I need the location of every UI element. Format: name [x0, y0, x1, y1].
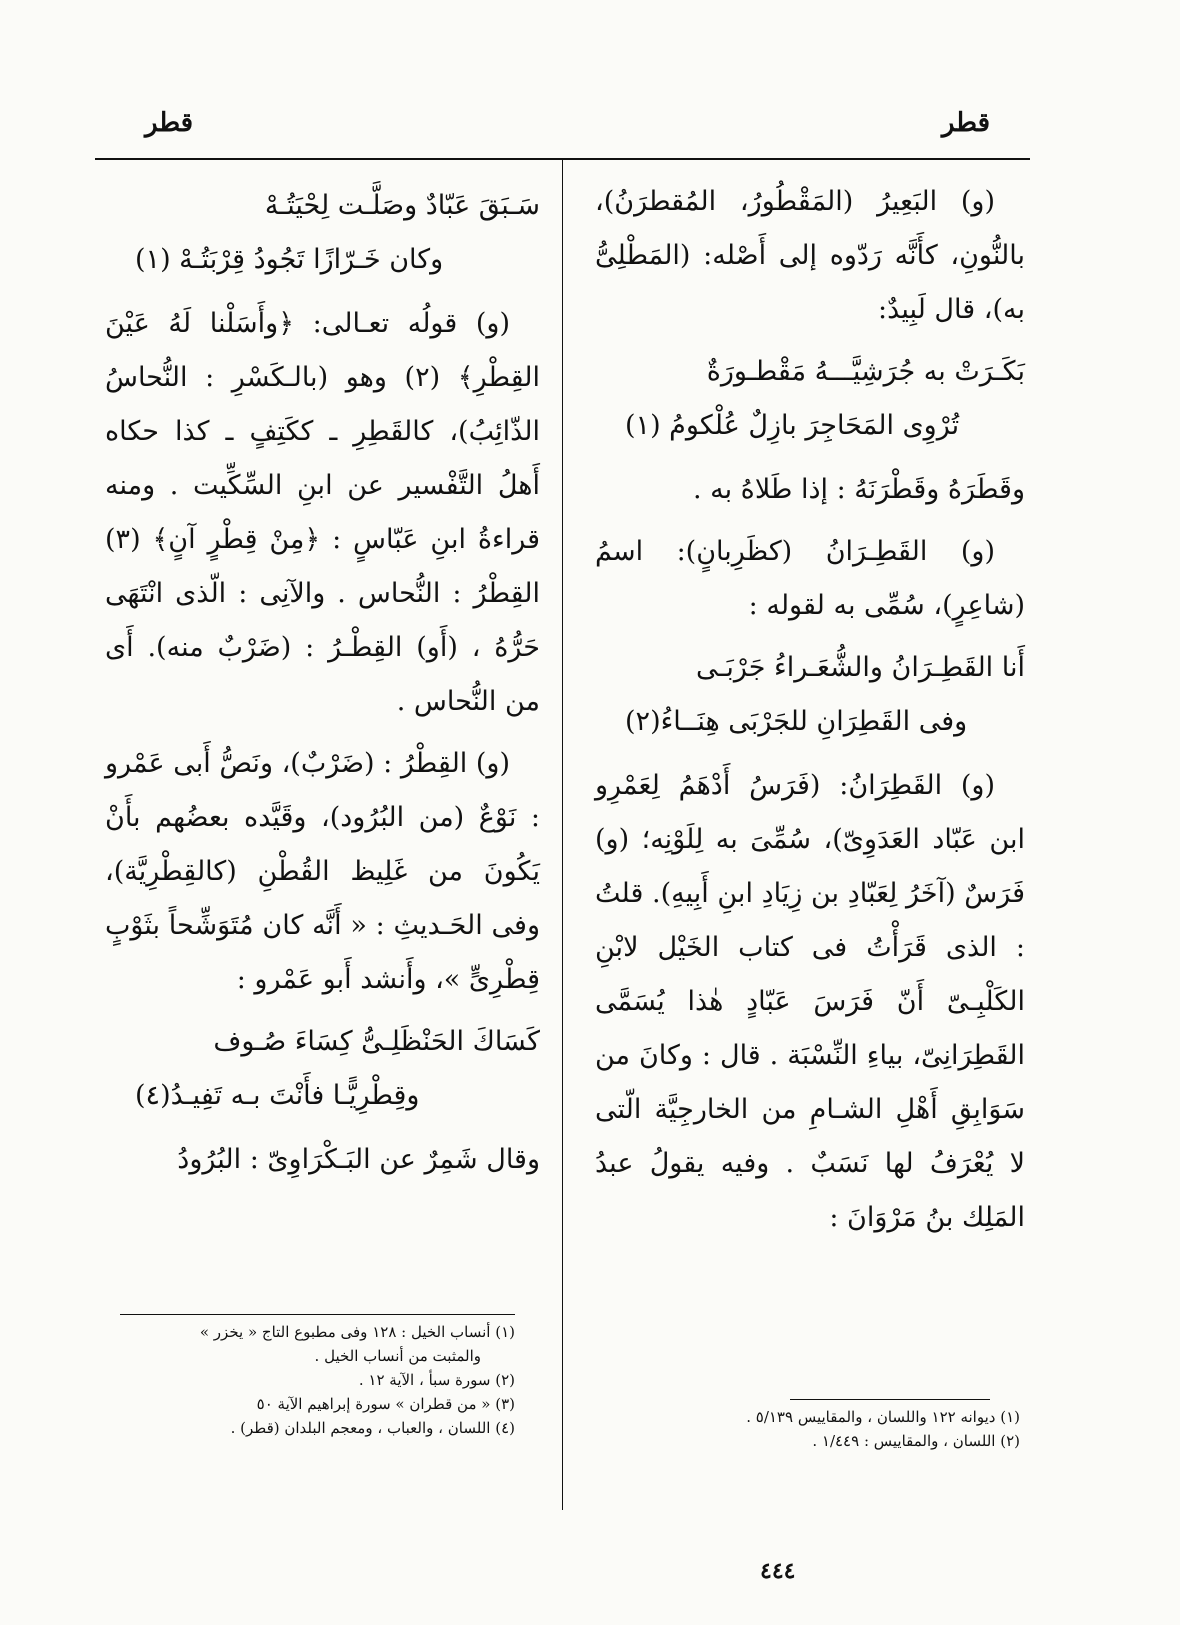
footnote: والمثبت من أنساب الخيل . [314, 1347, 481, 1365]
verse [595, 345, 1025, 453]
footnote: (٢) اللسان ، والمقاييس : ١/٤٤٩ . [812, 1432, 1020, 1450]
verse [105, 179, 540, 287]
verse-line: وكان خَـرّازًا تَجُودُ قِرْبَتُـهْ (١) [135, 244, 444, 275]
left-column [105, 175, 540, 1195]
paragraph: (و) البَعِيرُ (المَقْطُورُ، المُقطرَنُ)، بالنُّونِ، كأَنَّه رَدّوه إلى أَصْله: (المَطْلِىُّ به)، قال لَبِيدٌ: [595, 186, 1025, 325]
footnote: (١) ديوانه ١٢٢ واللسان ، والمقاييس ٥/١٣٩ . [746, 1408, 1020, 1426]
page-number: ٤٤٤ [760, 1558, 796, 1584]
footnote-separator [790, 1399, 990, 1400]
paragraph: (و) القِطْرُ : (ضَرْبٌ)، ونَصُّ أَبى عَمْرو : نَوْعٌ (من البُرُود)، وقَيَّده بعضُهم بأَنْ يَكُونَ من غَلِيظ القُطْنِ (كالقِطْرِيَّة)، وفى الحَـديثِ : « أَنَّه كان مُتَوَشِّحاً بثَوْبٍ قِطْرِىٍّ »، وأَنشد أَبو عَمْرو : [105, 748, 540, 995]
footnotes-right [590, 1405, 1020, 1453]
paragraph: (و) القَطِـرَانُ (كظَرِبانٍ): اسمُ (شاعِرٍ)، سُمِّى به لقوله : [595, 536, 1025, 621]
verse-line: سَـبَقَ عَبّادٌ وصَلَّـت لِحْيَتُـهْ [264, 190, 540, 221]
footnote-separator [120, 1314, 515, 1315]
verse-line: بَكَـرَتْ به جُرَشِيَّـــهُ مَقْطـورَةٌ [706, 356, 1025, 387]
paragraph: (و) قولُه تعـالى: ﴿وأَسَلْنا لَهُ عَيْنَ القِطْرِ﴾ (٢) وهو (بالـكَسْرِ : النُّحاسُ الذّائِبُ)، كالقَطِرِ ـ ككَتِفٍ ـ كذا حكاه أَهلُ التَّفْسير عن ابنِ السِّكِّيت . ومنه قراءةُ ابنِ عَبّاسٍ : ﴿مِنْ قِطْرٍ آنٍ﴾ (٣) القِطْرُ : النُّحاس . والآنِى : الّذى انْتَهَى حَرُّهُ ، (أَو) القِطْـرُ : (ضَرْبٌ منه). أَى من النُّحاس . [105, 308, 541, 717]
verse-line: كَسَاكَ الحَنْظَلِـىُّ كِسَاءَ صُـوف [213, 1026, 540, 1057]
paragraph: (و) القَطِرَانُ: (فَرَسُ أَدْهَمُ لِعَمْرِو ابن عَبّاد العَدَوِىّ)، سُمِّىَ به لِلَوْنِه؛ (و) فَرَسٌ (آخَرُ لِعَبّادِ بن زِيَادِ ابنِ أَبِيهِ). قلتُ : الذى قَرَأْتُ فى كتاب الخَيْل لابْنِ الكَلْبِـىّ أَنّ فَرَسَ عَبّادٍ هٰذا يُسَمَّى القَطِرَانِىّ، بياءِ النِّسْبَة . قال : وكانَ من سَوَابِقِ أَهْلِ الشـامِ من الخارجِيَّة الّتى لا يُعْرَفُ لها نَسَبٌ . وفيه يقولُ عبدُ المَلِك بنُ مَرْوَانَ : [595, 770, 1025, 1233]
footnotes-left [105, 1320, 515, 1440]
footnote: (٤) اللسان ، والعباب ، ومعجم البلدان (قطر) . [230, 1419, 515, 1437]
running-header-left: قطر [145, 108, 194, 138]
footnote: (٣) « من قطران » سورة إبراهيم الآية ٥٠ [256, 1395, 515, 1413]
paragraph: وقَطَرَهُ وقَطْرَنَهُ : إذا طَلاهُ به . [692, 474, 1025, 505]
footnote: (٢) سورة سبأ ، الآية ١٢ . [358, 1371, 515, 1389]
verse-line: أَنا القَطِـرَانُ والشُّعَـراءُ جَرْبَـى [695, 652, 1025, 683]
column-divider [562, 160, 563, 1510]
running-header-right: قطر [941, 108, 990, 138]
right-column [595, 175, 1025, 1253]
verse [105, 1015, 540, 1123]
paragraph: وقال شَمِرٌ عن البَـكْرَاوِىّ : البُرُودُ [177, 1144, 540, 1175]
verse-line: وقِطْرِيًّـا فأَنْتَ بـه تَفِيـدُ(٤) [135, 1080, 420, 1111]
verse-line: تُرْوِى المَحَاجِرَ بازِلٌ عُلْكومُ (١) [625, 410, 960, 441]
verse-line: وفى القَطِرَانِ للجَرْبَى هِنَــاءُ(٢) [625, 706, 968, 737]
footnote: (١) أنساب الخيل : ١٢٨ وفى مطبوع التاج « يخزر » [199, 1323, 515, 1341]
verse [595, 641, 1025, 749]
